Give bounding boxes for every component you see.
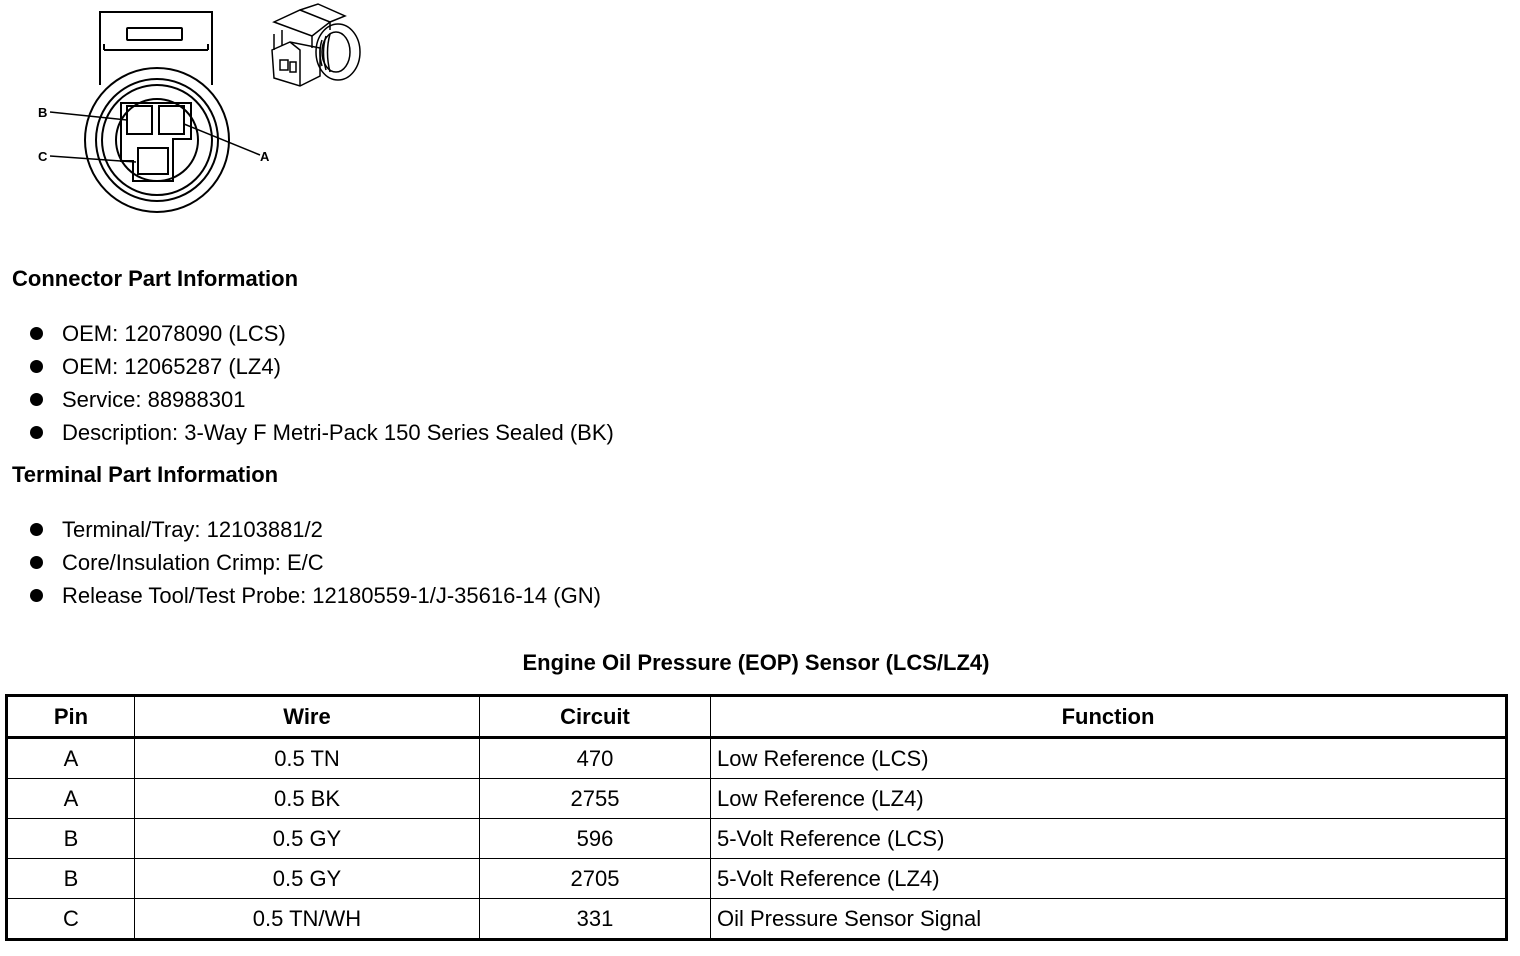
cell-wire: 0.5 TN/WH <box>135 899 480 940</box>
cell-wire: 0.5 BK <box>135 779 480 819</box>
cell-pin: B <box>7 859 135 899</box>
header-circuit: Circuit <box>480 696 711 738</box>
cell-function: Low Reference (LZ4) <box>711 779 1507 819</box>
pin-label-a: A <box>260 149 270 164</box>
connector-section-title: Connector Part Information <box>12 266 299 291</box>
connector-latch-housing <box>100 12 212 85</box>
cell-pin: B <box>7 819 135 859</box>
list-item: Terminal/Tray: 12103881/2 <box>30 513 601 546</box>
cell-pin: A <box>7 738 135 779</box>
list-item: Description: 3-Way F Metri-Pack 150 Series Sealed (BK) <box>30 416 614 449</box>
terminal-section-title: Terminal Part Information <box>12 462 279 487</box>
cell-circuit: 2705 <box>480 859 711 899</box>
list-item: Release Tool/Test Probe: 12180559-1/J-35616-14 (GN) <box>30 579 601 612</box>
pin-cavity-c <box>138 148 168 174</box>
cell-function: 5-Volt Reference (LZ4) <box>711 859 1507 899</box>
table-row <box>7 819 1507 859</box>
cell-circuit: 2755 <box>480 779 711 819</box>
header-wire: Wire <box>135 696 480 738</box>
cell-function: 5-Volt Reference (LCS) <box>711 819 1507 859</box>
list-item: OEM: 12065287 (LZ4) <box>30 350 614 383</box>
cell-function: Oil Pressure Sensor Signal <box>711 899 1507 940</box>
table-row <box>7 779 1507 819</box>
list-item: Service: 88988301 <box>30 383 614 416</box>
terminal-info-list <box>30 513 601 612</box>
pin-label-c: C <box>38 149 48 164</box>
cell-wire: 0.5 GY <box>135 859 480 899</box>
cell-wire: 0.5 TN <box>135 738 480 779</box>
header-function: Function <box>711 696 1507 738</box>
table-title: Engine Oil Pressure (EOP) Sensor (LCS/LZ4) <box>522 650 990 675</box>
cell-pin: C <box>7 899 135 940</box>
table-row <box>7 859 1507 899</box>
list-item: Core/Insulation Crimp: E/C <box>30 546 601 579</box>
header-pin: Pin <box>7 696 135 738</box>
list-item: OEM: 12078090 (LCS) <box>30 317 614 350</box>
table-row <box>7 738 1507 779</box>
cell-circuit: 331 <box>480 899 711 940</box>
cell-pin: A <box>7 779 135 819</box>
connector-perspective-view <box>272 4 360 86</box>
connector-outer-ring <box>85 68 229 212</box>
table-header-row <box>7 696 1507 738</box>
cell-circuit: 596 <box>480 819 711 859</box>
cell-function: Low Reference (LCS) <box>711 738 1507 779</box>
pin-label-b: B <box>38 105 48 120</box>
table-row <box>7 899 1507 940</box>
connector-diagram <box>0 0 380 220</box>
pin-cavity-a <box>159 106 184 134</box>
cell-wire: 0.5 GY <box>135 819 480 859</box>
pinout-table <box>5 694 1508 941</box>
pin-cavity-b <box>127 106 152 134</box>
cell-circuit: 470 <box>480 738 711 779</box>
connector-info-list <box>30 317 614 449</box>
